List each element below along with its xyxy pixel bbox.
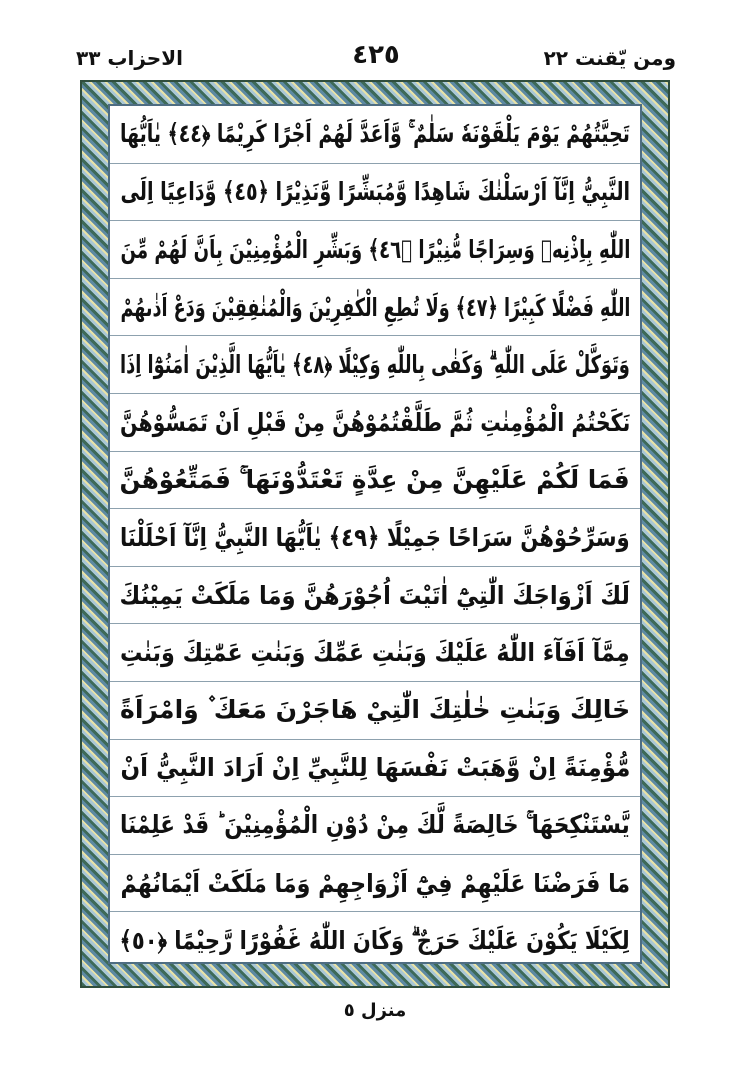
manzil-label: منزل ٥ bbox=[343, 1000, 407, 1021]
verse-line-5 bbox=[110, 336, 640, 394]
verse-line-6 bbox=[110, 394, 640, 452]
verse-line-8 bbox=[110, 509, 640, 567]
verse-lines bbox=[110, 106, 640, 962]
verse-line-text: تَحِيَّتُهُمْ يَوْمَ يَلْقَوْنَهٗ سَلٰمٌ ۚ وَّاَعَدَّ لَهُمْ اَجْرًا كَرِيْمًا ﴿٤٤﴾ يٰاَيُّهَا bbox=[120, 119, 630, 149]
verse-line-text: مُّؤْمِنَةً اِنْ وَّهَبَتْ نَفْسَهَا لِلنَّبِيِّ اِنْ اَرَادَ النَّبِيُّ اَنْ bbox=[120, 753, 630, 783]
verse-line-text: لِكَيْلَا يَكُوْنَ عَلَيْكَ حَرَجٌ ۗ وَكَانَ اللّٰهُ غَفُوْرًا رَّحِيْمًا ﴿٥٠﴾ bbox=[119, 926, 631, 956]
verse-line-text: خَالِكَ وَبَنٰتِ خٰلٰتِكَ الّٰتِيْ هَاجَرْنَ مَعَكَ ۫ وَامْرَاَةً bbox=[119, 695, 631, 725]
verse-line-12 bbox=[110, 740, 640, 798]
juz-title: ومن يّقنت ٢٢ bbox=[543, 46, 676, 70]
verse-line-14 bbox=[110, 855, 640, 913]
verse-line-2 bbox=[110, 164, 640, 222]
verse-line-text: لَكَ اَزْوَاجَكَ الّٰتِيْٓ اٰتَيْتَ اُجُوْرَهُنَّ وَمَا مَلَكَتْ يَمِيْنُكَ bbox=[119, 580, 631, 610]
verse-line-text: وَسَرِّحُوْهُنَّ سَرَاحًا جَمِيْلًا ﴿٤٩﴾ يٰاَيُّهَا النَّبِيُّ اِنَّآ اَحْلَلْنَا bbox=[120, 522, 630, 552]
page-header bbox=[70, 40, 682, 80]
verse-line-1 bbox=[110, 106, 640, 164]
page-number: ٤٢٥ bbox=[352, 40, 400, 70]
verse-line-13 bbox=[110, 797, 640, 855]
text-panel bbox=[108, 104, 642, 964]
verse-line-text: اللّٰهِ بِاِذْنِهٖ وَسِرَاجًا مُّنِيْرًا ﴿٤٦﴾ وَبَشِّرِ الْمُؤْمِنِيْنَ بِاَنَّ لَهُمْ مِّنَ bbox=[120, 234, 630, 264]
verse-line-15 bbox=[110, 912, 640, 970]
verse-line-text: مِمَّآ اَفَآءَ اللّٰهُ عَلَيْكَ وَبَنٰتِ عَمِّكَ وَبَنٰتِ عَمّٰتِكَ وَبَنٰتِ bbox=[120, 638, 630, 668]
verse-line-10 bbox=[110, 624, 640, 682]
surah-title: الاحزاب ٣٣ bbox=[76, 46, 183, 70]
verse-line-text: النَّبِيُّ اِنَّآ اَرْسَلْنٰكَ شَاهِدًا وَّمُبَشِّرًا وَّنَذِيْرًا ﴿٤٥﴾ وَّدَاعِيًا اِلَى bbox=[120, 177, 630, 207]
verse-line-7 bbox=[110, 452, 640, 510]
verse-line-text: اللّٰهِ فَضْلًا كَبِيْرًا ﴿٤٧﴾ وَلَا تُطِعِ الْكٰفِرِيْنَ وَالْمُنٰفِقِيْنَ وَدَعْ اَذٰىهُمْ bbox=[120, 292, 630, 322]
decorative-border bbox=[80, 80, 670, 988]
verse-line-text: نَكَحْتُمُ الْمُؤْمِنٰتِ ثُمَّ طَلَّقْتُمُوْهُنَّ مِنْ قَبْلِ اَنْ تَمَسُّوْهُنَّ bbox=[119, 407, 631, 437]
verse-line-text: مَا فَرَضْنَا عَلَيْهِمْ فِيْٓ اَزْوَاجِهِمْ وَمَا مَلَكَتْ اَيْمَانُهُمْ bbox=[120, 868, 630, 898]
verse-line-11 bbox=[110, 682, 640, 740]
verse-line-4 bbox=[110, 279, 640, 337]
verse-line-text: وَتَوَكَّلْ عَلَى اللّٰهِ ۗ وَكَفٰى بِاللّٰهِ وَكِيْلًا ﴿٤٨﴾ يٰاَيُّهَا الَّذِيْنَ اٰمَنُوْٓا اِذَا bbox=[120, 349, 630, 379]
verse-line-text: يَّسْتَنْكِحَهَا ۚ خَالِصَةً لَّكَ مِنْ دُوْنِ الْمُؤْمِنِيْنَ ؕ قَدْ عَلِمْنَا bbox=[120, 810, 630, 840]
verse-line-9 bbox=[110, 567, 640, 625]
verse-line-text: فَمَا لَكُمْ عَلَيْهِنَّ مِنْ عِدَّةٍ تَعْتَدُّوْنَهَا ۚ فَمَتِّعُوْهُنَّ bbox=[119, 464, 631, 494]
verse-line-3 bbox=[110, 221, 640, 279]
